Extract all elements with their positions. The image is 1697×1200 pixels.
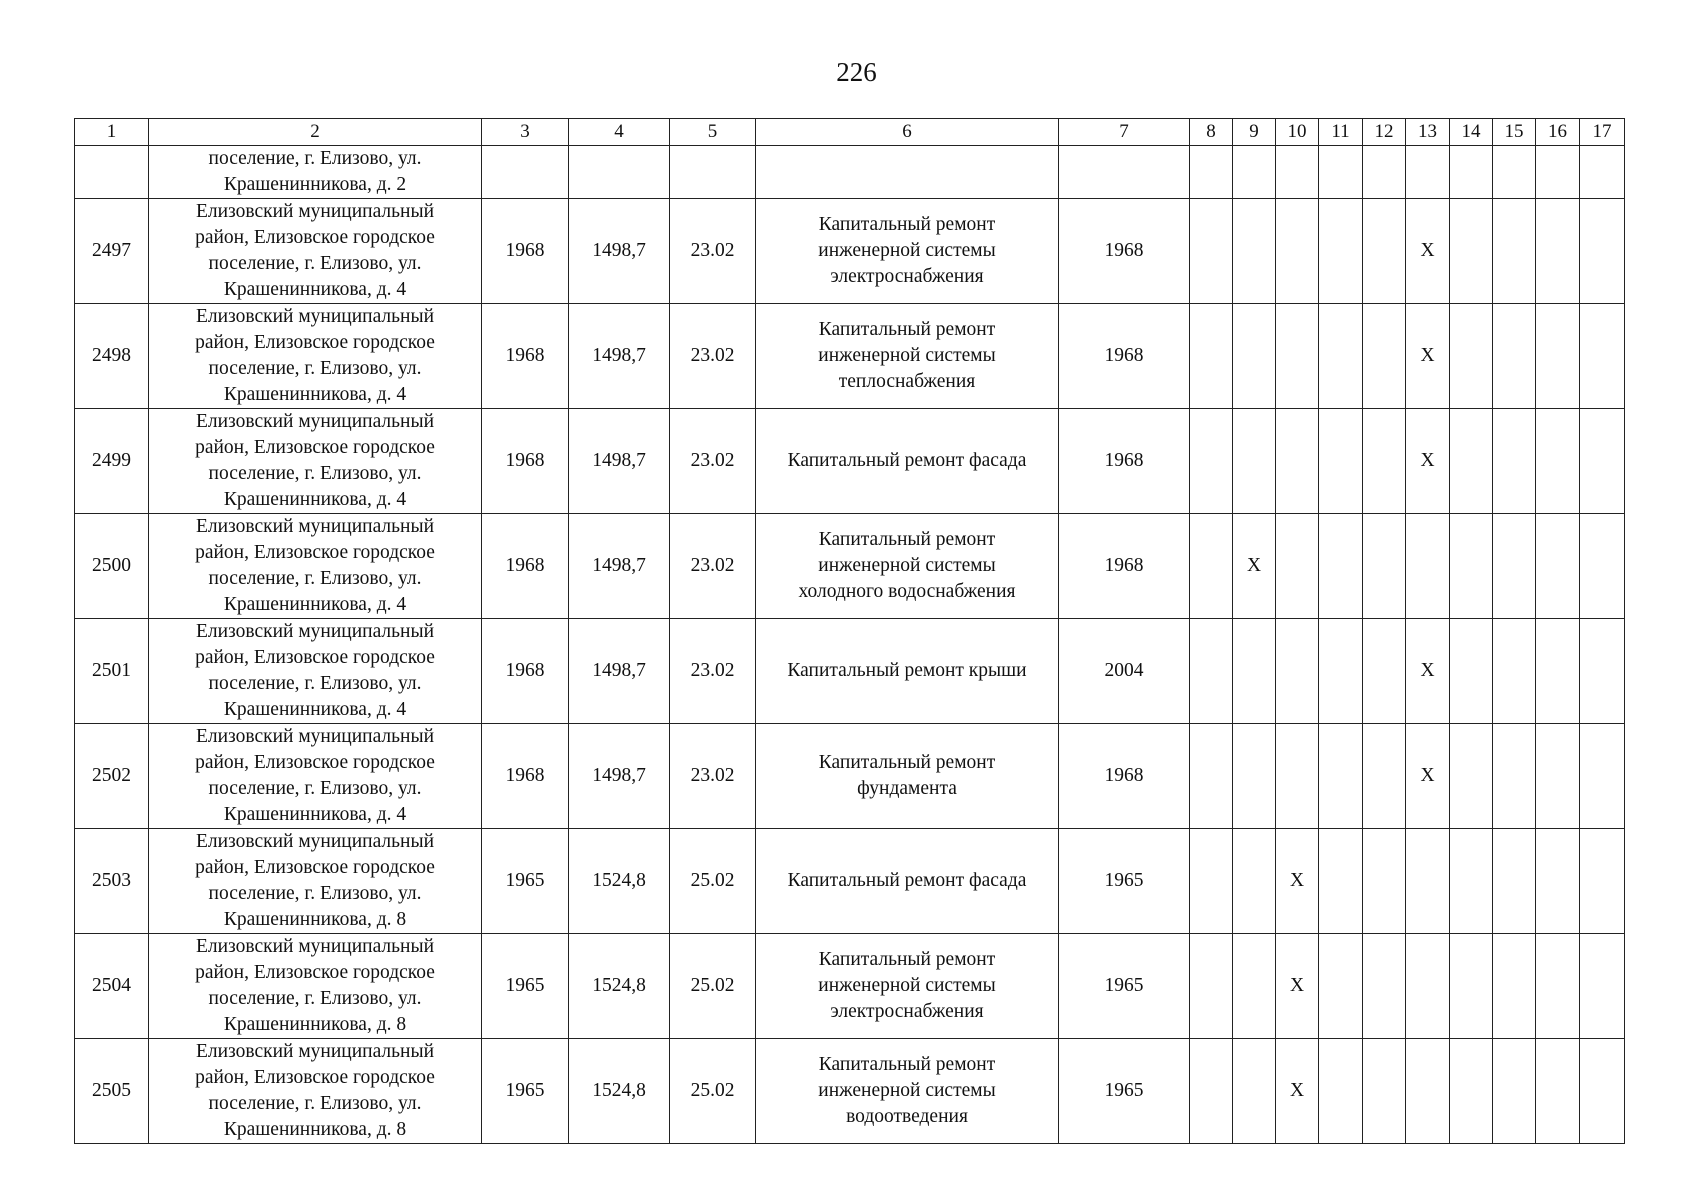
work-line: инженерной системы — [818, 555, 996, 576]
address-line: район, Елизовское городское — [195, 752, 435, 773]
address-cell — [149, 304, 482, 409]
repair-year-cell: 2004 — [1059, 619, 1190, 724]
address-cell — [149, 146, 482, 199]
work-line: инженерной системы — [818, 240, 996, 261]
header-cell: 9 — [1233, 119, 1276, 146]
period-mark-cell — [1233, 934, 1276, 1039]
address-line: район, Елизовское городское — [195, 962, 435, 983]
row-number-cell: 2505 — [75, 1039, 149, 1144]
header-cell: 5 — [670, 119, 756, 146]
area-cell: 1498,7 — [569, 724, 670, 829]
column-number-header — [75, 119, 1625, 146]
build-year-cell: 1965 — [482, 1039, 569, 1144]
header-cell: 15 — [1493, 119, 1536, 146]
code-cell: 23.02 — [670, 619, 756, 724]
repair-year-cell: 1968 — [1059, 199, 1190, 304]
period-mark-cell — [1319, 829, 1363, 934]
address-line: Крашенинникова, д. 4 — [223, 804, 407, 825]
period-mark-cell — [1536, 199, 1580, 304]
address-line: Крашенинникова, д. 2 — [223, 174, 407, 195]
period-mark-cell — [1493, 934, 1536, 1039]
work-line: Капитальный ремонт — [818, 949, 996, 970]
period-mark-cell — [1319, 514, 1363, 619]
address-cell — [149, 409, 482, 514]
period-mark-cell — [1580, 199, 1625, 304]
capital-repair-table — [74, 118, 1625, 1144]
period-mark-cell — [1276, 304, 1319, 409]
address-line: Елизовский муниципальный — [195, 516, 435, 537]
work-type-cell — [756, 409, 1059, 514]
period-mark-cell — [1363, 619, 1406, 724]
header-cell: 14 — [1450, 119, 1493, 146]
address-line: поселение, г. Елизово, ул. — [208, 883, 422, 904]
header-cell: 13 — [1406, 119, 1450, 146]
period-mark-cell — [1190, 514, 1233, 619]
period-mark-cell — [1450, 514, 1493, 619]
address-line: район, Елизовское городское — [195, 647, 435, 668]
period-mark-cell — [1450, 304, 1493, 409]
period-mark-cell — [1536, 619, 1580, 724]
code-cell: 23.02 — [670, 514, 756, 619]
period-mark-cell — [1493, 724, 1536, 829]
row-number-cell: 2502 — [75, 724, 149, 829]
work-type-cell — [756, 304, 1059, 409]
empty-cell — [1319, 146, 1363, 199]
period-mark-cell — [1450, 199, 1493, 304]
work-line: Капитальный ремонт — [818, 752, 996, 773]
header-cell: 8 — [1190, 119, 1233, 146]
work-line: Капитальный ремонт — [818, 214, 996, 235]
address-line: поселение, г. Елизово, ул. — [208, 568, 422, 589]
period-mark-cell — [1233, 829, 1276, 934]
address-line: Крашенинникова, д. 4 — [223, 594, 407, 615]
table-row — [75, 304, 1625, 409]
table-row — [75, 829, 1625, 934]
period-mark-cell — [1493, 619, 1536, 724]
period-mark-cell — [1319, 724, 1363, 829]
period-mark-cell: X — [1233, 514, 1276, 619]
period-mark-cell — [1406, 829, 1450, 934]
work-line: Капитальный ремонт крыши — [787, 660, 1027, 681]
header-cell: 4 — [569, 119, 670, 146]
period-mark-cell — [1319, 1039, 1363, 1144]
address-line: Крашенинникова, д. 8 — [223, 909, 407, 930]
period-mark-cell — [1276, 514, 1319, 619]
area-cell: 1498,7 — [569, 199, 670, 304]
period-mark-cell — [1450, 619, 1493, 724]
period-mark-cell: X — [1406, 619, 1450, 724]
period-mark-cell — [1536, 304, 1580, 409]
row-number-cell: 2497 — [75, 199, 149, 304]
header-cell: 7 — [1059, 119, 1190, 146]
period-mark-cell — [1493, 829, 1536, 934]
address-line: Крашенинникова, д. 4 — [223, 279, 407, 300]
address-line: поселение, г. Елизово, ул. — [208, 463, 422, 484]
period-mark-cell — [1363, 304, 1406, 409]
address-line: Елизовский муниципальный — [195, 411, 435, 432]
address-line: поселение, г. Елизово, ул. — [208, 148, 422, 169]
period-mark-cell — [1233, 409, 1276, 514]
period-mark-cell — [1450, 829, 1493, 934]
code-cell: 23.02 — [670, 304, 756, 409]
repair-year-cell: 1965 — [1059, 1039, 1190, 1144]
period-mark-cell — [1319, 409, 1363, 514]
empty-cell — [482, 146, 569, 199]
address-line: поселение, г. Елизово, ул. — [208, 358, 422, 379]
row-number-cell: 2501 — [75, 619, 149, 724]
period-mark-cell: X — [1276, 934, 1319, 1039]
period-mark-cell — [1190, 304, 1233, 409]
period-mark-cell — [1363, 1039, 1406, 1144]
empty-cell — [1276, 146, 1319, 199]
header-cell: 16 — [1536, 119, 1580, 146]
empty-cell — [1190, 146, 1233, 199]
period-mark-cell — [1450, 724, 1493, 829]
header-cell: 17 — [1580, 119, 1625, 146]
address-line: район, Елизовское городское — [195, 1067, 435, 1088]
area-cell: 1498,7 — [569, 514, 670, 619]
work-line: инженерной системы — [818, 345, 996, 366]
header-cell: 3 — [482, 119, 569, 146]
header-cell: 2 — [149, 119, 482, 146]
code-cell: 25.02 — [670, 934, 756, 1039]
work-type-cell — [756, 829, 1059, 934]
period-mark-cell — [1190, 829, 1233, 934]
period-mark-cell — [1406, 934, 1450, 1039]
header-cell: 1 — [75, 119, 149, 146]
work-line: Капитальный ремонт фасада — [787, 870, 1027, 891]
address-line: Крашенинникова, д. 4 — [223, 489, 407, 510]
period-mark-cell — [1233, 724, 1276, 829]
address-line: поселение, г. Елизово, ул. — [208, 778, 422, 799]
address-line: Елизовский муниципальный — [195, 621, 435, 642]
area-cell: 1498,7 — [569, 409, 670, 514]
address-line: Крашенинникова, д. 8 — [223, 1119, 407, 1140]
row-number-cell: 2498 — [75, 304, 149, 409]
area-cell: 1524,8 — [569, 934, 670, 1039]
build-year-cell: 1968 — [482, 199, 569, 304]
empty-cell — [1363, 146, 1406, 199]
table-row — [75, 934, 1625, 1039]
row-number-cell: 2500 — [75, 514, 149, 619]
area-cell: 1524,8 — [569, 1039, 670, 1144]
table-row — [75, 619, 1625, 724]
period-mark-cell — [1536, 724, 1580, 829]
period-mark-cell — [1536, 409, 1580, 514]
work-line: Капитальный ремонт — [818, 529, 996, 550]
address-line: Елизовский муниципальный — [195, 726, 435, 747]
empty-cell — [1493, 146, 1536, 199]
period-mark-cell — [1276, 409, 1319, 514]
empty-cell — [1233, 146, 1276, 199]
period-mark-cell — [1580, 304, 1625, 409]
work-line: холодного водоснабжения — [798, 581, 1016, 602]
empty-cell — [1580, 146, 1625, 199]
period-mark-cell — [1580, 514, 1625, 619]
address-cell — [149, 199, 482, 304]
address-line: Елизовский муниципальный — [195, 1041, 435, 1062]
address-line: поселение, г. Елизово, ул. — [208, 673, 422, 694]
work-line: Капитальный ремонт — [818, 1054, 996, 1075]
table-row — [75, 199, 1625, 304]
header-cell: 10 — [1276, 119, 1319, 146]
work-type-cell — [756, 934, 1059, 1039]
period-mark-cell — [1493, 199, 1536, 304]
build-year-cell: 1968 — [482, 724, 569, 829]
empty-cell — [1406, 146, 1450, 199]
period-mark-cell — [1493, 304, 1536, 409]
address-line: поселение, г. Елизово, ул. — [208, 988, 422, 1009]
empty-cell — [670, 146, 756, 199]
address-line: район, Елизовское городское — [195, 857, 435, 878]
row-number-cell: 2503 — [75, 829, 149, 934]
period-mark-cell — [1536, 514, 1580, 619]
period-mark-cell — [1319, 304, 1363, 409]
continued-row — [75, 146, 1625, 199]
work-line: водоотведения — [846, 1106, 968, 1127]
work-line: инженерной системы — [818, 975, 996, 996]
address-cell — [149, 514, 482, 619]
repair-year-cell: 1965 — [1059, 934, 1190, 1039]
period-mark-cell — [1580, 1039, 1625, 1144]
address-cell — [149, 1039, 482, 1144]
repair-year-cell: 1968 — [1059, 724, 1190, 829]
period-mark-cell — [1536, 1039, 1580, 1144]
work-type-cell — [756, 619, 1059, 724]
repair-year-cell: 1968 — [1059, 304, 1190, 409]
period-mark-cell — [1363, 514, 1406, 619]
period-mark-cell — [1580, 724, 1625, 829]
period-mark-cell — [1450, 934, 1493, 1039]
build-year-cell: 1968 — [482, 514, 569, 619]
empty-cell — [756, 146, 1059, 199]
period-mark-cell: X — [1276, 829, 1319, 934]
work-line: теплоснабжения — [838, 371, 976, 392]
address-cell — [149, 724, 482, 829]
repair-year-cell: 1968 — [1059, 409, 1190, 514]
address-line: поселение, г. Елизово, ул. — [208, 1093, 422, 1114]
address-line: Елизовский муниципальный — [195, 201, 435, 222]
address-line: Елизовский муниципальный — [195, 831, 435, 852]
work-line: электроснабжения — [830, 1001, 984, 1022]
period-mark-cell — [1190, 409, 1233, 514]
work-type-cell — [756, 1039, 1059, 1144]
row-number-cell: 2499 — [75, 409, 149, 514]
period-mark-cell — [1406, 1039, 1450, 1144]
period-mark-cell — [1406, 514, 1450, 619]
table-body — [75, 119, 1625, 1144]
build-year-cell: 1965 — [482, 934, 569, 1039]
table-row — [75, 1039, 1625, 1144]
period-mark-cell — [1190, 934, 1233, 1039]
period-mark-cell — [1190, 1039, 1233, 1144]
address-line: Крашенинникова, д. 4 — [223, 384, 407, 405]
address-line: поселение, г. Елизово, ул. — [208, 253, 422, 274]
empty-cell — [1536, 146, 1580, 199]
period-mark-cell — [1493, 1039, 1536, 1144]
code-cell: 25.02 — [670, 1039, 756, 1144]
work-type-cell — [756, 199, 1059, 304]
period-mark-cell — [1190, 724, 1233, 829]
header-cell: 6 — [756, 119, 1059, 146]
area-cell: 1498,7 — [569, 304, 670, 409]
address-line: Крашенинникова, д. 8 — [223, 1014, 407, 1035]
work-type-cell — [756, 724, 1059, 829]
header-cell: 11 — [1319, 119, 1363, 146]
period-mark-cell — [1276, 724, 1319, 829]
period-mark-cell: X — [1406, 409, 1450, 514]
area-cell: 1498,7 — [569, 619, 670, 724]
period-mark-cell — [1190, 199, 1233, 304]
period-mark-cell — [1580, 619, 1625, 724]
period-mark-cell — [1319, 619, 1363, 724]
build-year-cell: 1968 — [482, 619, 569, 724]
period-mark-cell — [1190, 619, 1233, 724]
work-line: Капитальный ремонт — [818, 319, 996, 340]
table-row — [75, 514, 1625, 619]
period-mark-cell — [1276, 199, 1319, 304]
address-cell — [149, 619, 482, 724]
period-mark-cell — [1363, 199, 1406, 304]
period-mark-cell — [1233, 304, 1276, 409]
code-cell: 23.02 — [670, 199, 756, 304]
period-mark-cell — [1319, 934, 1363, 1039]
period-mark-cell — [1276, 619, 1319, 724]
address-cell — [149, 934, 482, 1039]
repair-year-cell: 1968 — [1059, 514, 1190, 619]
code-cell: 25.02 — [670, 829, 756, 934]
period-mark-cell — [1363, 829, 1406, 934]
period-mark-cell: X — [1406, 724, 1450, 829]
build-year-cell: 1968 — [482, 304, 569, 409]
address-line: Елизовский муниципальный — [195, 306, 435, 327]
work-line: фундамента — [857, 778, 957, 799]
period-mark-cell — [1363, 724, 1406, 829]
header-cell: 12 — [1363, 119, 1406, 146]
code-cell: 23.02 — [670, 724, 756, 829]
work-type-cell — [756, 514, 1059, 619]
address-line: Елизовский муниципальный — [195, 936, 435, 957]
work-line: электроснабжения — [830, 266, 984, 287]
code-cell: 23.02 — [670, 409, 756, 514]
repair-year-cell: 1965 — [1059, 829, 1190, 934]
period-mark-cell — [1536, 934, 1580, 1039]
build-year-cell: 1968 — [482, 409, 569, 514]
period-mark-cell — [1233, 199, 1276, 304]
empty-cell — [1450, 146, 1493, 199]
row-number-cell: 2504 — [75, 934, 149, 1039]
period-mark-cell: X — [1406, 304, 1450, 409]
period-mark-cell — [1319, 199, 1363, 304]
period-mark-cell: X — [1406, 199, 1450, 304]
address-line: район, Елизовское городское — [195, 332, 435, 353]
build-year-cell: 1965 — [482, 829, 569, 934]
address-line: Крашенинникова, д. 4 — [223, 699, 407, 720]
period-mark-cell — [1363, 409, 1406, 514]
area-cell: 1524,8 — [569, 829, 670, 934]
period-mark-cell — [1580, 934, 1625, 1039]
period-mark-cell — [1580, 829, 1625, 934]
period-mark-cell: X — [1276, 1039, 1319, 1144]
period-mark-cell — [1450, 409, 1493, 514]
empty-cell — [1059, 146, 1190, 199]
period-mark-cell — [1493, 409, 1536, 514]
work-line: Капитальный ремонт фасада — [787, 450, 1027, 471]
period-mark-cell — [1233, 619, 1276, 724]
address-line: район, Елизовское городское — [195, 542, 435, 563]
period-mark-cell — [1493, 514, 1536, 619]
period-mark-cell — [1536, 829, 1580, 934]
address-line: район, Елизовское городское — [195, 227, 435, 248]
period-mark-cell — [1450, 1039, 1493, 1144]
period-mark-cell — [1233, 1039, 1276, 1144]
table-row — [75, 724, 1625, 829]
table-row — [75, 409, 1625, 514]
page-number: 226 — [836, 57, 877, 87]
period-mark-cell — [1580, 409, 1625, 514]
address-cell — [149, 829, 482, 934]
address-line: район, Елизовское городское — [195, 437, 435, 458]
period-mark-cell — [1363, 934, 1406, 1039]
work-line: инженерной системы — [818, 1080, 996, 1101]
empty-cell — [569, 146, 670, 199]
row-number-cell — [75, 146, 149, 199]
